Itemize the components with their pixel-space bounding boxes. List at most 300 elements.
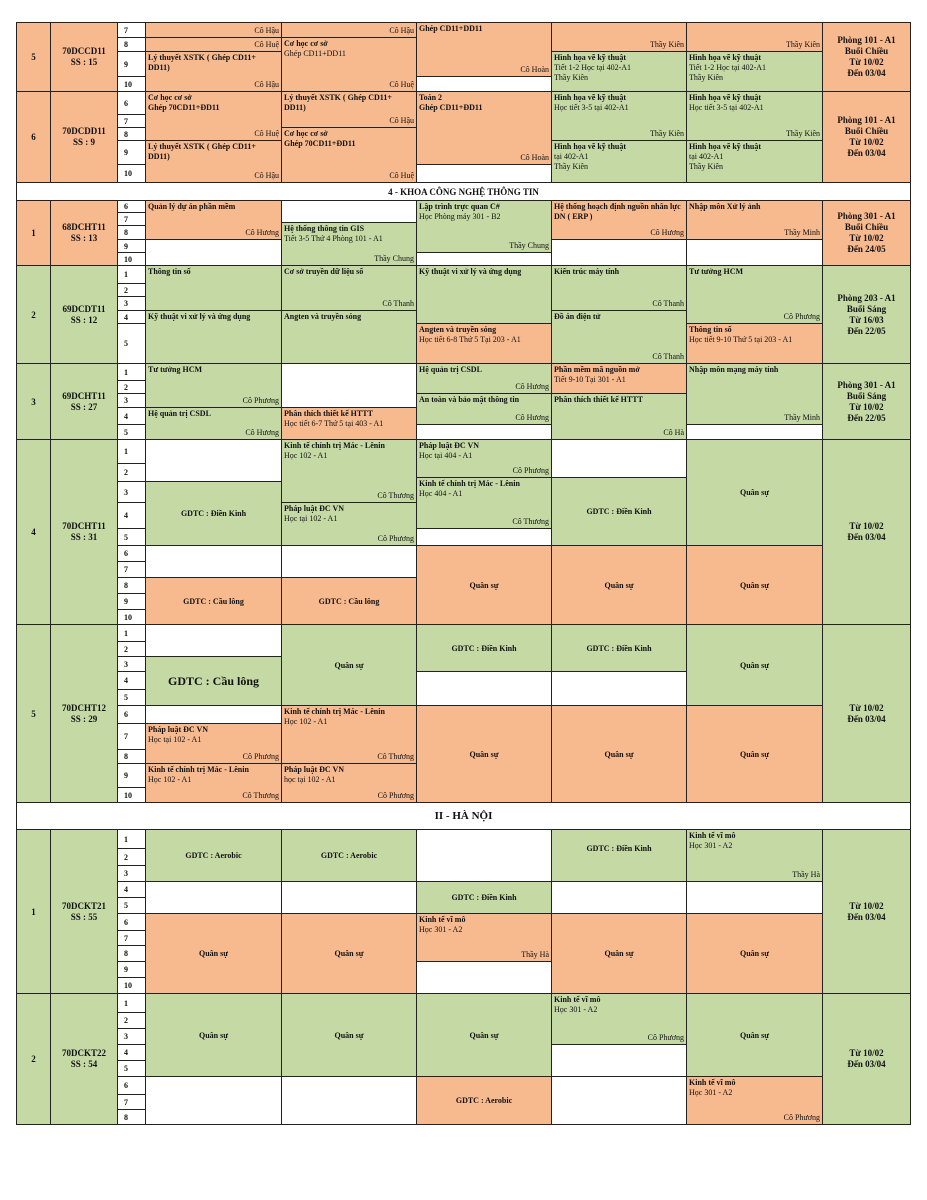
subject-detail: Học tại 102 - A1 bbox=[284, 514, 338, 523]
subject-detail: Học 102 - A1 bbox=[148, 775, 192, 784]
room-line: Phòng 301 - A1 bbox=[837, 379, 896, 390]
teacher-name: Cô Huệ bbox=[389, 171, 414, 180]
subject-title: Pháp luật ĐC VN bbox=[284, 504, 345, 513]
row-index: 1 bbox=[16, 200, 51, 266]
class-line: 70DCHT11 bbox=[62, 521, 106, 531]
class-line: 70DCDD11 bbox=[62, 126, 106, 136]
subject-cell bbox=[145, 705, 282, 724]
subject-cell bbox=[416, 252, 552, 266]
subject-title: Phân thích thiết kế HTTT bbox=[554, 395, 643, 404]
class-line: SS : 29 bbox=[70, 713, 98, 724]
teacher-name: Cô Hậu bbox=[254, 171, 279, 180]
period-number: 2 bbox=[117, 463, 146, 482]
subject-cell bbox=[551, 22, 687, 52]
subject-title: Nhập môn Xử lý ảnh bbox=[689, 202, 761, 211]
subject-cell: Quân sự bbox=[551, 913, 687, 994]
subject-title: Kinh tế vĩ mô bbox=[689, 831, 736, 840]
subject-detail: Học tại 404 - A1 bbox=[419, 451, 473, 460]
period-number: 6 bbox=[117, 200, 146, 213]
subject-detail: Học tiết 3-5 tại 402-A1 bbox=[689, 103, 764, 112]
teacher-name: Cô Phương bbox=[512, 466, 549, 475]
room-cell bbox=[822, 624, 911, 803]
subject-title: Kinh tế chính trị Mác - Lênin bbox=[419, 479, 520, 488]
subject-cell bbox=[145, 37, 282, 52]
period-number: 6 bbox=[117, 91, 146, 115]
subject-detail: Tiết 1-2 Học tại 402-A1 bbox=[554, 63, 632, 72]
class-cell bbox=[50, 439, 118, 625]
subject-cell bbox=[551, 310, 687, 364]
period-number: 9 bbox=[117, 239, 146, 253]
period-number: 2 bbox=[117, 1012, 146, 1029]
subject-cell bbox=[551, 993, 687, 1045]
period-number: 8 bbox=[117, 945, 146, 962]
subject-cell: GDTC : Điền Kinh bbox=[416, 624, 552, 672]
class-cell bbox=[50, 22, 118, 92]
room-line: Phòng 203 - A1 bbox=[837, 292, 896, 303]
subject-cell bbox=[145, 1076, 282, 1125]
subject-cell: GDTC : Điền Kinh bbox=[416, 881, 552, 914]
teacher-name: Cô Hương bbox=[245, 228, 279, 237]
subject-cell bbox=[551, 91, 687, 141]
subject-cell bbox=[281, 705, 417, 764]
row-index: 2 bbox=[16, 265, 51, 364]
period-number: 7 bbox=[117, 1094, 146, 1110]
period-number: 2 bbox=[117, 641, 146, 657]
period-number: 1 bbox=[117, 439, 146, 464]
subject-cell bbox=[416, 200, 552, 253]
subject-cell bbox=[145, 200, 282, 240]
subject-cell bbox=[686, 265, 823, 324]
class-line: SS : 12 bbox=[70, 314, 98, 325]
subject-title: Đồ án điện tử bbox=[554, 312, 601, 321]
period-number: 1 bbox=[117, 993, 146, 1013]
room-line: Buổi Sáng bbox=[846, 390, 887, 401]
teacher-name: Thầy Hà bbox=[521, 950, 549, 959]
period-number: 8 bbox=[117, 127, 146, 141]
subject-cell bbox=[551, 1076, 687, 1125]
subject-detail: Học 301 - A2 bbox=[689, 1088, 733, 1097]
room-line: Từ 10/02 bbox=[849, 702, 884, 713]
subject-cell bbox=[145, 239, 282, 266]
teacher-name: Cô Hoàn bbox=[520, 153, 549, 162]
period-number: 4 bbox=[117, 502, 146, 529]
subject-cell bbox=[686, 1076, 823, 1125]
room-line: Từ 16/03 bbox=[849, 314, 884, 325]
period-number: 5 bbox=[117, 1060, 146, 1077]
teacher-name: Cô Thương bbox=[512, 517, 549, 526]
subject-cell bbox=[416, 439, 552, 478]
subject-cell bbox=[551, 140, 687, 183]
subject-cell bbox=[551, 671, 687, 706]
class-cell bbox=[50, 91, 118, 183]
teacher-name: Thầy Chung bbox=[374, 254, 414, 263]
period-number: 3 bbox=[117, 656, 146, 672]
class-line: SS : 27 bbox=[70, 401, 98, 412]
period-number: 4 bbox=[117, 671, 146, 690]
subject-cell: GDTC : Aerobic bbox=[145, 829, 282, 882]
subject-title: Tư tưởng HCM bbox=[689, 267, 744, 276]
period-number: 3 bbox=[117, 865, 146, 882]
teacher-name: Cô Hậu bbox=[389, 26, 414, 35]
class-line: SS : 55 bbox=[70, 911, 98, 922]
subject-detail: Tiết 1-2 Học tại 402-A1 bbox=[689, 63, 767, 72]
teacher-name: Cô Hương bbox=[245, 428, 279, 437]
subject-cell bbox=[281, 1076, 417, 1125]
subject-cell bbox=[145, 140, 282, 183]
room-cell bbox=[822, 363, 911, 440]
subject-detail: học tại 102 - A1 bbox=[284, 775, 336, 784]
subject-detail: Thầy Kiên bbox=[689, 162, 723, 171]
teacher-name: Cô Phương bbox=[783, 312, 820, 321]
subject-cell: GDTC : Aerobic bbox=[281, 829, 417, 882]
room-cell bbox=[822, 439, 911, 625]
room-line: Buổi Chiều bbox=[844, 222, 889, 232]
subject-cell: GDTC : Điền Kinh bbox=[551, 624, 687, 672]
subject-cell: Quân sự bbox=[551, 545, 687, 625]
period-number: 6 bbox=[117, 545, 146, 562]
subject-detail: tại 402-A1 bbox=[554, 152, 589, 161]
room-line: Đến 22/05 bbox=[847, 412, 886, 423]
subject-title: Hình họa vẽ kỹ thuật bbox=[554, 93, 627, 102]
room-line: Đến 24/05 bbox=[847, 244, 886, 254]
subject-title: An toàn và bảo mật thông tin bbox=[419, 395, 520, 404]
subject-detail: Tiết 3-5 Thứ 4 Phòng 101 - A1 bbox=[284, 234, 383, 243]
period-number: 9 bbox=[117, 593, 146, 610]
teacher-name: Cô Hậu bbox=[254, 26, 279, 35]
period-number: 10 bbox=[117, 164, 146, 183]
teacher-name: Cô Phương bbox=[242, 752, 279, 761]
room-line: Đến 03/04 bbox=[847, 532, 886, 542]
subject-cell bbox=[416, 164, 552, 183]
subject-title: Kinh tế chính trị Mác - Lênin bbox=[284, 707, 385, 716]
teacher-name: Thầy Kiên bbox=[786, 40, 820, 49]
period-number: 3 bbox=[117, 1028, 146, 1045]
period-number: 8 bbox=[117, 749, 146, 764]
teacher-name: Cô Thương bbox=[377, 491, 414, 500]
subject-cell bbox=[416, 961, 552, 994]
teacher-name: Cô Hoàn bbox=[520, 65, 549, 74]
class-line: 70DCCD11 bbox=[62, 46, 106, 56]
period-number: 1 bbox=[117, 265, 146, 284]
subject-cell bbox=[145, 624, 282, 657]
room-line: Buổi Sáng bbox=[846, 303, 887, 314]
period-number: 9 bbox=[117, 961, 146, 978]
subject-title: Phân thích thiết kế HTTT bbox=[284, 409, 373, 418]
teacher-name: Cô Thanh bbox=[382, 299, 414, 308]
period-number: 3 bbox=[117, 296, 146, 311]
teacher-name: Cô Hương bbox=[650, 228, 684, 237]
subject-detail: Học tiết 6-7 Thứ 5 tại 403 - A1 bbox=[284, 419, 384, 428]
row-index: 5 bbox=[16, 624, 51, 803]
class-line: 70DCKT21 bbox=[61, 900, 106, 911]
subject-title: Angten và truyền sóng bbox=[284, 312, 362, 321]
teacher-name: Cô Huệ bbox=[254, 40, 279, 49]
subject-title: Toán 2 bbox=[419, 93, 443, 102]
period-number: 8 bbox=[117, 577, 146, 594]
subject-title: Cơ học cơ sở bbox=[148, 93, 192, 102]
class-line: SS : 13 bbox=[70, 233, 98, 243]
subject-title: Ghép 70CD11+ĐD11 bbox=[148, 103, 220, 112]
subject-title: Thông tin số bbox=[689, 325, 732, 334]
subject-title: Pháp luật ĐC VN bbox=[284, 765, 345, 774]
class-line: SS : 54 bbox=[70, 1059, 98, 1069]
subject-cell: Quân sự bbox=[416, 705, 552, 803]
subject-title: Hình họa vẽ kỹ thuật bbox=[689, 53, 762, 62]
subject-cell: Quân sự bbox=[686, 545, 823, 625]
subject-cell bbox=[686, 200, 823, 240]
subject-cell bbox=[281, 439, 417, 503]
subject-cell bbox=[281, 310, 417, 364]
teacher-name: Thầy Minh bbox=[784, 413, 820, 422]
subject-detail: Học 404 - A1 bbox=[419, 489, 463, 498]
subject-cell bbox=[686, 424, 823, 440]
room-line: Buổi Chiều bbox=[844, 46, 889, 56]
period-number: 7 bbox=[117, 561, 146, 578]
subject-detail: Học 301 - A2 bbox=[419, 925, 463, 934]
subject-title: Angten và truyền sóng bbox=[419, 325, 497, 334]
period-number: 8 bbox=[117, 37, 146, 52]
subject-cell bbox=[145, 363, 282, 408]
subject-title: Ghép CD11+ĐD11 bbox=[419, 103, 483, 112]
subject-title: Pháp luật ĐC VN bbox=[148, 725, 209, 734]
period-number: 4 bbox=[117, 310, 146, 324]
subject-title: Quản lý dự án phần mềm bbox=[148, 202, 236, 211]
subject-cell bbox=[686, 829, 823, 882]
row-index: 1 bbox=[16, 829, 51, 994]
class-line: 69DCHT11 bbox=[62, 390, 106, 401]
subject-cell bbox=[145, 723, 282, 764]
subject-detail: Thầy Kiên bbox=[689, 73, 723, 82]
subject-detail: Học 301 - A2 bbox=[689, 841, 733, 850]
teacher-name: Cô Hương bbox=[515, 413, 549, 422]
class-line: 68DCHT11 bbox=[62, 222, 106, 232]
class-line: 70DCKT22 bbox=[61, 1048, 106, 1058]
subject-title: Nhập môn mạng máy tính bbox=[689, 365, 779, 374]
period-number: 5 bbox=[117, 528, 146, 546]
subject-detail: Thầy Kiên bbox=[554, 73, 588, 82]
teacher-name: Cô Huệ bbox=[389, 80, 414, 89]
class-line: 70DCHT12 bbox=[61, 702, 106, 713]
subject-cell bbox=[145, 763, 282, 803]
subject-cell bbox=[145, 22, 282, 38]
subject-cell bbox=[281, 502, 417, 546]
subject-cell: Quân sự bbox=[145, 913, 282, 994]
period-number: 6 bbox=[117, 1076, 146, 1095]
period-number: 2 bbox=[117, 380, 146, 394]
subject-title: Thông tin số bbox=[148, 267, 191, 276]
subject-cell bbox=[145, 881, 282, 914]
row-index: 3 bbox=[16, 363, 51, 440]
subject-title: Cơ sở truyền dữ liệu số bbox=[284, 267, 364, 276]
teacher-name: Cô Hương bbox=[515, 382, 549, 391]
subject-cell: Quân sự bbox=[686, 913, 823, 994]
subject-cell: Quân sự bbox=[551, 705, 687, 803]
subject-cell: Quân sự bbox=[281, 993, 417, 1077]
room-line: Từ 10/02 bbox=[849, 521, 884, 531]
period-number: 5 bbox=[117, 897, 146, 914]
subject-title: Hệ thống thông tin GIS bbox=[284, 224, 365, 233]
subject-cell bbox=[686, 363, 823, 425]
class-line: 69DCDT11 bbox=[62, 303, 106, 314]
room-line: Từ 10/02 bbox=[849, 1048, 884, 1058]
subject-cell bbox=[145, 91, 282, 141]
subject-detail: Học tại 102 - A1 bbox=[148, 735, 202, 744]
period-number: 4 bbox=[117, 881, 146, 898]
subject-title: Hệ quản trị CSDL bbox=[148, 409, 211, 418]
subject-cell bbox=[281, 363, 417, 408]
period-number: 9 bbox=[117, 763, 146, 788]
period-number: 4 bbox=[117, 407, 146, 425]
row-index: 4 bbox=[16, 439, 51, 625]
class-line: SS : 9 bbox=[72, 137, 95, 147]
room-line: Đến 03/04 bbox=[847, 1059, 886, 1069]
room-cell bbox=[822, 829, 911, 994]
subject-cell bbox=[551, 51, 687, 92]
subject-cell: Quân sự bbox=[686, 439, 823, 546]
teacher-name: Cô Thanh bbox=[652, 352, 684, 361]
subject-cell: Quân sự bbox=[686, 624, 823, 706]
subject-cell bbox=[686, 91, 823, 141]
period-number: 2 bbox=[117, 848, 146, 866]
subject-title: Kinh tế vĩ mô bbox=[689, 1078, 736, 1087]
room-line: Từ 10/02 bbox=[849, 233, 884, 243]
room-cell bbox=[822, 993, 911, 1125]
period-number: 5 bbox=[117, 323, 146, 364]
room-line: Buổi Chiều bbox=[844, 126, 889, 136]
subject-cell bbox=[416, 671, 552, 706]
room-line: Đến 03/04 bbox=[847, 911, 886, 922]
subject-detail: Học 102 - A1 bbox=[284, 451, 328, 460]
period-number: 5 bbox=[117, 689, 146, 706]
subject-title: Hệ quản trị CSDL bbox=[419, 365, 482, 374]
subject-cell bbox=[281, 265, 417, 311]
teacher-name: Cô Hà bbox=[663, 428, 684, 437]
period-number: 9 bbox=[117, 140, 146, 165]
room-cell bbox=[822, 91, 911, 183]
class-line: SS : 31 bbox=[70, 532, 98, 542]
subject-cell bbox=[281, 22, 417, 38]
subject-cell bbox=[416, 829, 552, 882]
teacher-name: Cô Phương bbox=[647, 1033, 684, 1042]
subject-title: Ghép 70CD11+ĐD11 bbox=[284, 139, 356, 148]
subject-title: Ghép CD11+DD11 bbox=[419, 24, 483, 33]
subject-detail: Thầy Kiên bbox=[554, 162, 588, 171]
teacher-name: Thầy Chung bbox=[509, 241, 549, 250]
period-number: 10 bbox=[117, 609, 146, 625]
subject-cell: Quân sự bbox=[416, 545, 552, 625]
subject-cell bbox=[416, 91, 552, 165]
row-index: 5 bbox=[16, 22, 51, 92]
period-number: 7 bbox=[117, 22, 146, 38]
subject-cell: GDTC : Điền Kinh bbox=[551, 477, 687, 546]
period-number: 3 bbox=[117, 393, 146, 408]
room-cell bbox=[822, 200, 911, 266]
subject-title: Hình họa vẽ kỹ thuật bbox=[554, 53, 627, 62]
subject-cell: Quân sự bbox=[281, 624, 417, 706]
period-number: 5 bbox=[117, 424, 146, 440]
room-line: Phòng 101 - A1 bbox=[837, 35, 896, 45]
subject-cell bbox=[281, 407, 417, 440]
period-number: 1 bbox=[117, 624, 146, 642]
period-number: 8 bbox=[117, 225, 146, 240]
subject-cell: Quân sự bbox=[416, 993, 552, 1077]
subject-cell bbox=[281, 91, 417, 128]
subject-cell bbox=[145, 51, 282, 92]
subject-cell bbox=[551, 239, 687, 266]
period-number: 10 bbox=[117, 977, 146, 994]
teacher-name: Thầy Hà bbox=[792, 870, 820, 879]
subject-cell: GDTC : Aerobic bbox=[416, 1076, 552, 1125]
teacher-name: Thầy Kiên bbox=[650, 40, 684, 49]
subject-cell bbox=[686, 51, 823, 92]
subject-title: Phần mềm mã nguồn mở bbox=[554, 365, 640, 374]
period-number: 10 bbox=[117, 252, 146, 266]
subject-cell: GDTC : Cầu lông bbox=[145, 656, 282, 706]
subject-title: Hình họa vẽ kỹ thuật bbox=[689, 93, 762, 102]
subject-cell bbox=[686, 140, 823, 183]
subject-detail: Học tiết 6-8 Thứ 5 Tại 203 - A1 bbox=[419, 335, 521, 344]
teacher-name: Cô Phương bbox=[377, 791, 414, 800]
subject-cell bbox=[416, 424, 552, 440]
subject-cell bbox=[416, 76, 552, 92]
subject-title: Hình họa vẽ kỹ thuật bbox=[554, 142, 627, 151]
room-cell bbox=[822, 265, 911, 364]
period-number: 6 bbox=[117, 913, 146, 931]
subject-cell bbox=[281, 37, 417, 92]
subject-cell bbox=[145, 265, 282, 311]
period-number: 8 bbox=[117, 1109, 146, 1125]
period-number: 3 bbox=[117, 481, 146, 503]
subject-cell bbox=[281, 545, 417, 578]
subject-cell bbox=[281, 881, 417, 914]
subject-title: Lập trình trực quan C# bbox=[419, 202, 500, 211]
teacher-name: Cô Phương bbox=[783, 1113, 820, 1122]
subject-title: Cơ học cơ sở bbox=[284, 129, 328, 138]
period-number: 1 bbox=[117, 829, 146, 849]
row-index: 2 bbox=[16, 993, 51, 1125]
room-line: Từ 10/02 bbox=[849, 57, 884, 67]
subject-cell bbox=[686, 22, 823, 52]
subject-cell bbox=[416, 22, 552, 77]
period-number: 4 bbox=[117, 1044, 146, 1061]
teacher-name: Cô Phương bbox=[377, 534, 414, 543]
teacher-name: Cô Hậu bbox=[389, 116, 414, 125]
teacher-name: Cô Phương bbox=[242, 396, 279, 405]
subject-title: Kỹ thuật vi xử lý và ứng dụng bbox=[419, 267, 522, 276]
room-line: Từ 10/02 bbox=[849, 900, 884, 911]
teacher-name: Thầy Kiên bbox=[650, 129, 684, 138]
subject-cell bbox=[551, 200, 687, 240]
room-cell bbox=[822, 22, 911, 92]
subject-cell bbox=[551, 1044, 687, 1077]
teacher-name: Thầy Minh bbox=[784, 228, 820, 237]
period-number: 2 bbox=[117, 283, 146, 297]
subject-detail: Học 102 - A1 bbox=[284, 717, 328, 726]
period-number: 10 bbox=[117, 787, 146, 803]
room-line: Từ 10/02 bbox=[849, 137, 884, 147]
class-cell bbox=[50, 829, 118, 994]
subject-title: Hình họa vẽ kỹ thuật bbox=[689, 142, 762, 151]
subject-detail: Tiết 9-10 Tại 301 - A1 bbox=[554, 375, 626, 384]
room-line: Đến 03/04 bbox=[847, 68, 886, 78]
room-line: Từ 10/02 bbox=[849, 401, 884, 412]
subject-cell bbox=[416, 265, 552, 324]
section-header: 4 - KHOA CÔNG NGHỆ THÔNG TIN bbox=[16, 182, 911, 201]
period-number: 9 bbox=[117, 51, 146, 77]
subject-cell bbox=[686, 239, 823, 266]
subject-cell bbox=[145, 439, 282, 482]
subject-cell bbox=[145, 310, 282, 364]
